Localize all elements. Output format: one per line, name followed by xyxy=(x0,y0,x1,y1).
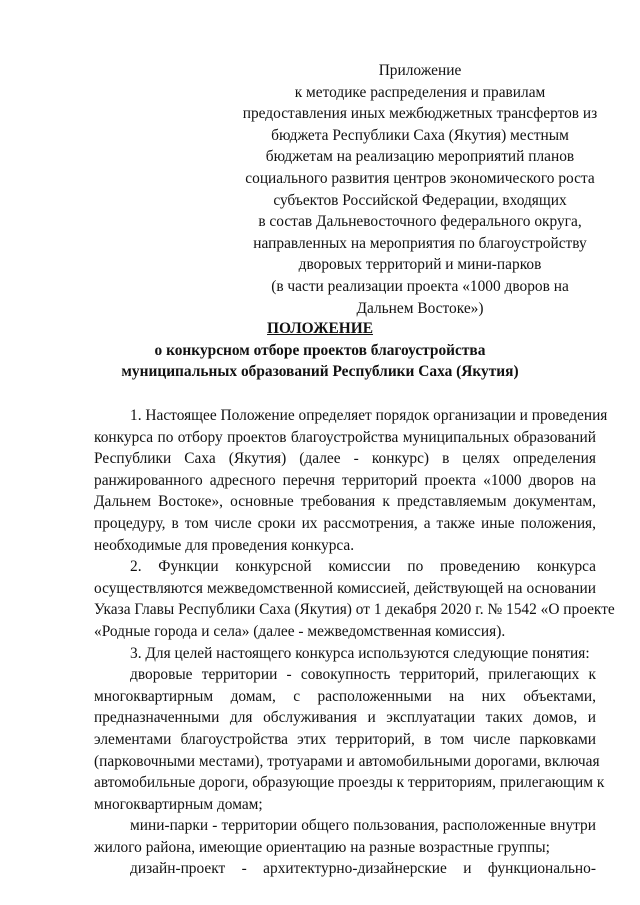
appendix-line: в состав Дальневосточного федерального округа, xyxy=(258,213,582,231)
paragraph-line: осуществляются межведомственной комиссией, действующей на основании xyxy=(94,579,596,597)
paragraph-line: элементами благоустройства этих территорий, в том числе парковками xyxy=(94,730,596,748)
paragraph-line: Указа Главы Республики Саха (Якутия) от 1 декабря 2020 г. № 1542 «О проекте xyxy=(94,601,615,619)
appendix-line: (в части реализации проекта «1000 дворов на xyxy=(271,277,569,295)
paragraph-line: автомобильные дороги, образующие проезды к территориям, прилегающим к xyxy=(94,774,605,792)
paragraph-line: Дальнем Востоке», основные требования к представляемым документам, xyxy=(94,493,596,511)
paragraph-line: 3. Для целей настоящего конкурса используются следующие понятия: xyxy=(130,644,590,662)
title-subtitle: муниципальных образований Республики Саха (Якутия) xyxy=(121,363,519,381)
appendix-header xyxy=(230,60,610,319)
appendix-line: социального развития центров экономического роста xyxy=(245,169,595,187)
title-subtitle: о конкурсном отборе проектов благоустройства xyxy=(154,341,486,359)
appendix-line: к методике распределения и правилам xyxy=(294,83,546,101)
paragraph-line: процедуру, в том числе сроки их рассмотрения, а также иные положения, xyxy=(94,514,596,532)
paragraph-line: 1. Настоящее Положение определяет порядок организации и проведения xyxy=(130,407,608,424)
appendix-line: Приложение xyxy=(378,62,462,79)
appendix-line: бюджетам на реализацию мероприятий планов xyxy=(265,148,575,166)
document-title xyxy=(40,318,600,383)
paragraph-line: необходимые для проведения конкурса. xyxy=(94,536,355,554)
paragraph-line: 2. Функции конкурсной комиссии по проведению конкурса xyxy=(130,558,596,576)
appendix-line: бюджета Республики Саха (Якутия) местным xyxy=(271,126,569,144)
document-body xyxy=(94,405,615,880)
paragraph-line: «Родные города и села» (далее - межведомственная комиссия). xyxy=(94,622,506,640)
appendix-line: дворовых территорий и мини-парков xyxy=(298,256,542,274)
paragraph-line: дизайн-проект - архитектурно-дизайнерские и функционально- xyxy=(130,860,596,878)
paragraph-line: жилого района, имеющие ориентацию на разные возрастные группы; xyxy=(94,838,550,856)
paragraph-line: дворовые территории - совокупность территорий, прилегающих к xyxy=(130,666,596,684)
paragraph-line: конкурса по отбору проектов благоустройства муниципальных образований xyxy=(94,428,596,446)
appendix-line: Дальнем Востоке») xyxy=(356,299,484,317)
paragraph-line: мини-парки - территории общего пользования, расположенные внутри xyxy=(130,817,596,835)
paragraph-line: многоквартирным домам; xyxy=(94,795,263,813)
appendix-line: предоставления иных межбюджетных трансфертов из xyxy=(242,105,598,123)
paragraph-line: предназначенными для обслуживания и эксплуатации таких домов, и xyxy=(94,709,596,727)
appendix-line: субъектов Российской Федерации, входящих xyxy=(273,191,567,209)
paragraph-line: Республики Саха (Якутия) (далее - конкурс) в целях определения xyxy=(94,450,596,468)
paragraph-line: многоквартирным домам, с расположенными на них объектами, xyxy=(94,687,596,705)
title-main: ПОЛОЖЕНИЕ xyxy=(267,320,373,337)
paragraph-line: (парковочными местами), тротуарами и автомобильными дорогами, включая xyxy=(94,752,600,770)
paragraph-line: ранжированного адресного перечня территорий проекта «1000 дворов на xyxy=(94,471,596,489)
appendix-line: направленных на мероприятия по благоустройству xyxy=(253,234,587,252)
